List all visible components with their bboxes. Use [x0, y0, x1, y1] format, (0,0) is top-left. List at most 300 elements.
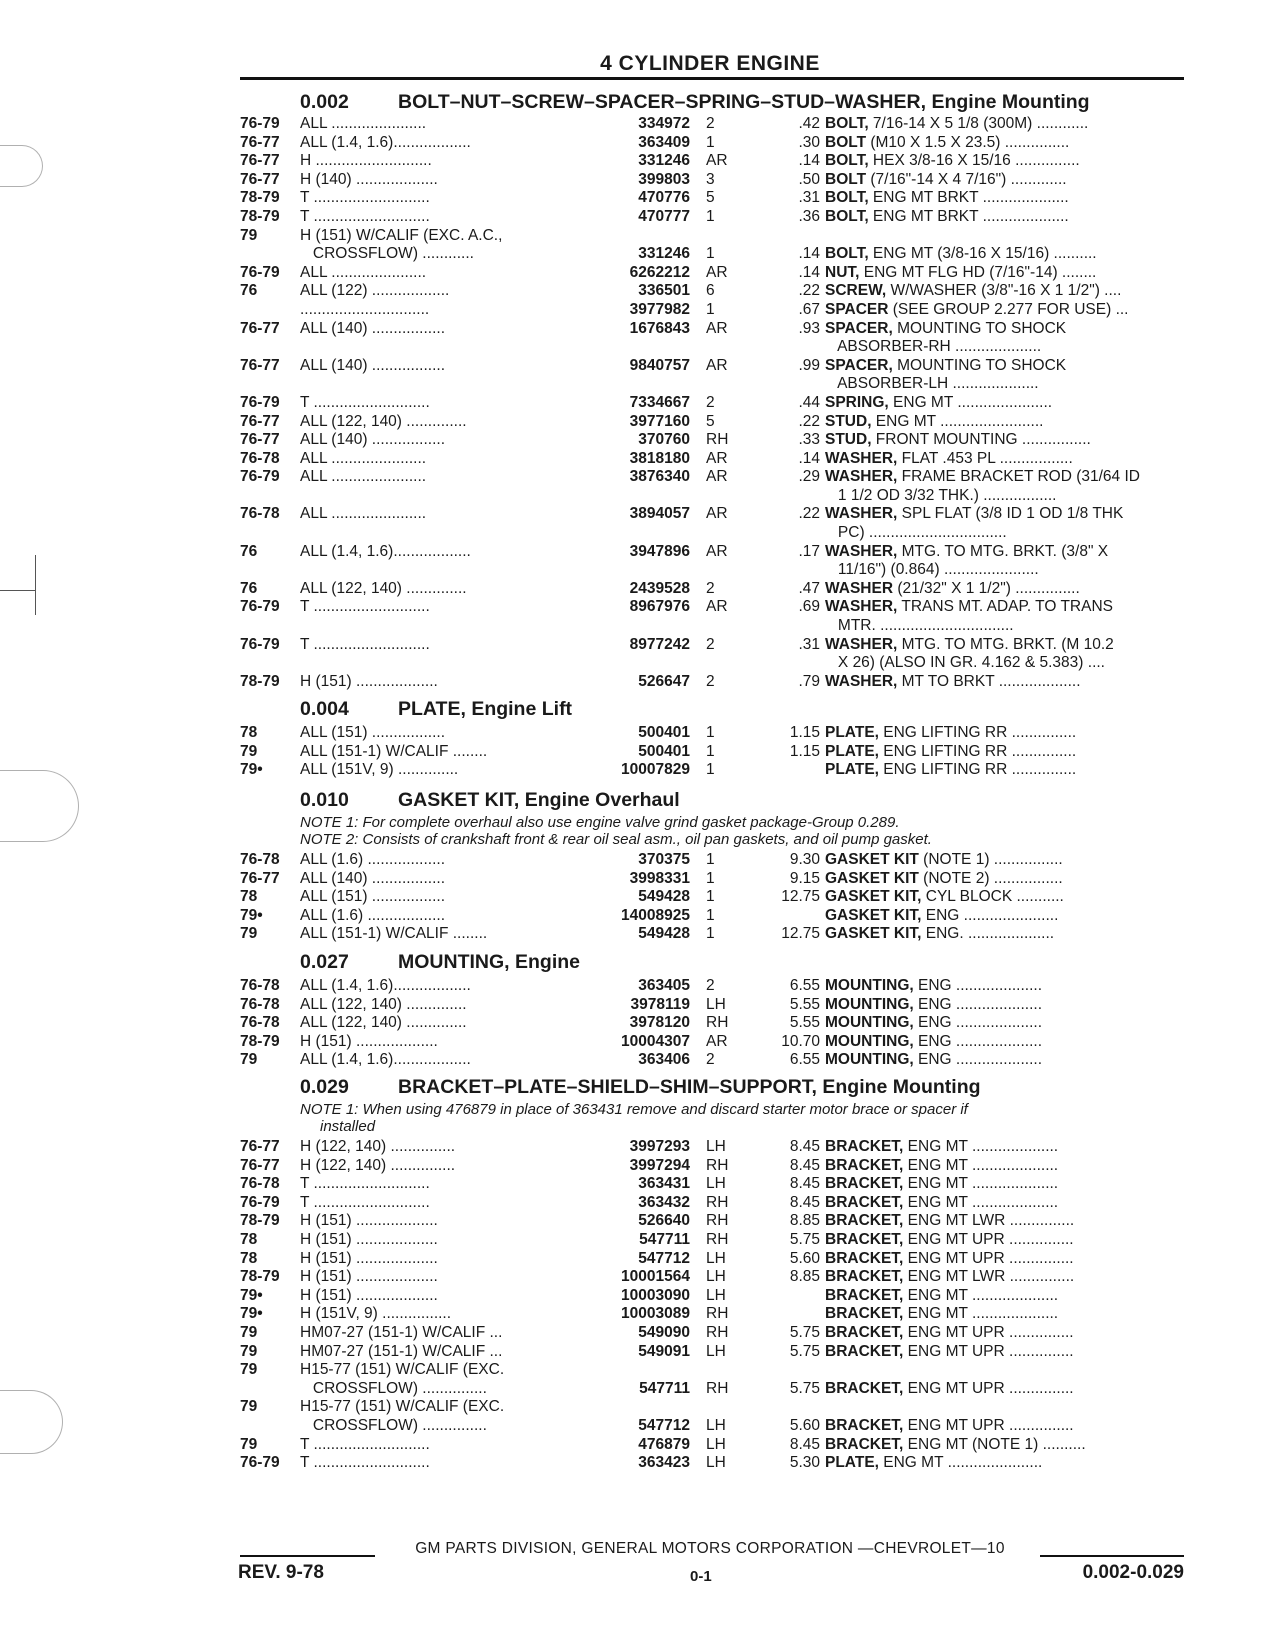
- price: 10.70: [781, 1032, 820, 1050]
- section-note: installed: [320, 1118, 376, 1135]
- part-number: 10007829: [621, 761, 690, 779]
- application: H (151) ...................: [300, 1249, 438, 1267]
- application: T ...........................: [300, 207, 430, 225]
- quantity: RH: [706, 1305, 729, 1323]
- quantity: 2: [706, 635, 715, 653]
- price: 5.60: [789, 1416, 820, 1434]
- year-range: 79: [240, 1361, 258, 1379]
- price: .29: [798, 468, 820, 486]
- application: H (151V, 9) ................: [300, 1305, 452, 1323]
- section-note: NOTE 2: Consists of crankshaft front & rear oil seal asm., oil pan gaskets, and oil pump gasket.: [300, 831, 932, 848]
- table-row: [240, 1194, 1184, 1213]
- year-range: 78-79: [240, 189, 280, 207]
- part-number: 3818180: [629, 449, 690, 467]
- description-keyword: BOLT,: [825, 189, 869, 207]
- year-range: 78-79: [240, 207, 280, 225]
- table-row: [240, 227, 1184, 246]
- description-keyword: WASHER,: [825, 598, 898, 616]
- price: .36: [798, 207, 820, 225]
- quantity: RH: [706, 1323, 729, 1341]
- description-detail: MOUNTING TO SHOCK: [892, 356, 1067, 374]
- table-row: [240, 152, 1184, 171]
- table-row: [240, 1287, 1184, 1306]
- description: [825, 171, 1184, 190]
- price: .44: [798, 393, 820, 411]
- section-title-main: BRACKET–PLATE–SHIELD–SHIM–SUPPORT,: [398, 1076, 817, 1098]
- description: [825, 1033, 1184, 1052]
- price: 5.75: [789, 1230, 820, 1248]
- application: H (122, 140) ...............: [300, 1138, 456, 1155]
- application: ALL ......................: [300, 468, 427, 486]
- description: [825, 580, 1184, 599]
- description-detail: MT TO BRKT ...................: [897, 672, 1081, 690]
- description-detail: FRONT MOUNTING ................: [871, 431, 1091, 449]
- section-title-sub: Engine Mounting: [822, 1076, 981, 1098]
- description-detail: (NOTE 1) ................: [918, 851, 1063, 868]
- year-range: 76-78: [240, 505, 280, 523]
- application: H15-77 (151) W/CALIF (EXC.: [300, 1361, 505, 1379]
- description-detail: ABSORBER-LH ....................: [825, 375, 1039, 393]
- description: [825, 636, 1184, 655]
- part-number: 2439528: [629, 579, 690, 597]
- description-keyword: STUD,: [825, 431, 872, 449]
- part-number: 8967976: [629, 598, 690, 616]
- application: ALL (1.6) ..................: [300, 906, 446, 924]
- description: [825, 1014, 1184, 1033]
- description: [825, 1212, 1184, 1231]
- section-title-sub: Engine Mounting: [931, 91, 1090, 113]
- quantity: RH: [706, 1014, 729, 1032]
- part-number: 1676843: [629, 319, 690, 337]
- part-number: 547711: [639, 1230, 690, 1248]
- description-keyword: WASHER,: [825, 672, 898, 690]
- table-row: [240, 636, 1184, 655]
- description-detail: ENG MT UPR ...............: [903, 1249, 1074, 1267]
- application: CROSSFLOW) ...............: [300, 1379, 487, 1397]
- description: [825, 394, 1184, 413]
- part-number: 363423: [638, 1454, 690, 1472]
- table-row: [240, 851, 1184, 870]
- description: [825, 505, 1184, 524]
- description: [825, 851, 1184, 870]
- crop-mark: [0, 590, 36, 591]
- part-number: 500401: [638, 724, 690, 741]
- page-number: 0-1: [690, 1568, 712, 1585]
- description: [825, 996, 1184, 1015]
- description: [825, 1175, 1184, 1194]
- price: 5.55: [789, 1014, 820, 1032]
- description-detail: SPL FLAT (3/8 ID 1 OD 1/8 THK: [897, 505, 1124, 523]
- description-keyword: BRACKET,: [825, 1379, 904, 1397]
- application: H (151) ...................: [300, 1212, 438, 1230]
- description: [825, 1454, 1184, 1473]
- price: 8.45: [789, 1435, 820, 1453]
- part-number: 7334667: [629, 393, 690, 411]
- description-detail: ENG. ....................: [921, 925, 1055, 943]
- price: .69: [798, 598, 820, 616]
- application: H ...........................: [300, 152, 432, 170]
- price: .30: [798, 133, 820, 151]
- table-row: [240, 189, 1184, 208]
- part-number: 549090: [638, 1323, 690, 1341]
- quantity: 1: [706, 906, 715, 924]
- description-detail: X 26) (ALSO IN GR. 4.162 & 5.383) ....: [825, 654, 1105, 672]
- description: [825, 1417, 1184, 1436]
- table-row: [240, 301, 1184, 320]
- table-row: [240, 925, 1184, 944]
- part-number: 3997294: [629, 1156, 690, 1174]
- application: H (151) ...................: [300, 1286, 438, 1304]
- application: H15-77 (151) W/CALIF (EXC.: [300, 1398, 505, 1416]
- description-detail: ENG MT LWR ...............: [903, 1212, 1075, 1230]
- application: H (151) ...................: [300, 1268, 438, 1286]
- description-detail: ENG LIFTING RR ...............: [878, 742, 1077, 760]
- section-0-002: [240, 92, 1184, 691]
- description-detail: ABSORBER-RH ....................: [825, 338, 1042, 356]
- table-row: [240, 761, 1184, 780]
- description-keyword: BRACKET,: [825, 1193, 904, 1211]
- table-row: [240, 134, 1184, 153]
- part-number: 363432: [638, 1193, 690, 1211]
- year-range: 76-77: [240, 170, 280, 188]
- part-number: 10003089: [621, 1305, 690, 1323]
- part-number: 370375: [638, 851, 690, 868]
- year-range: 76-77: [240, 869, 280, 887]
- part-number: 3998331: [629, 869, 690, 887]
- description-keyword: BRACKET,: [825, 1249, 904, 1267]
- quantity: LH: [706, 1342, 726, 1360]
- price: 8.45: [789, 1175, 820, 1193]
- application: H (151) W/CALIF (EXC. A.C.,: [300, 226, 503, 244]
- description-detail: ENG MT UPR ...............: [903, 1230, 1074, 1248]
- quantity: 1: [706, 742, 715, 760]
- description-detail: (SEE GROUP 2.277 FOR USE) ...: [888, 300, 1129, 318]
- description-detail: ENG MT UPR ...............: [903, 1323, 1074, 1341]
- quantity: 1: [706, 851, 715, 868]
- part-number: 470777: [638, 207, 690, 225]
- description-keyword: BRACKET,: [825, 1138, 904, 1155]
- description-keyword: MOUNTING,: [825, 1032, 914, 1050]
- description: [825, 431, 1184, 450]
- description-detail: MTR. ...............................: [825, 617, 1014, 635]
- part-number: 549428: [638, 925, 690, 943]
- description-keyword: WASHER,: [825, 449, 898, 467]
- application: ALL ......................: [300, 505, 427, 523]
- application: T ...........................: [300, 1454, 430, 1472]
- table-row: [240, 1324, 1184, 1343]
- description-detail: (7/16"-14 X 4 7/16") .............: [866, 170, 1067, 188]
- part-number: 10003090: [621, 1286, 690, 1304]
- description: [825, 870, 1184, 889]
- footer-rule-right: [1040, 1555, 1184, 1557]
- price: 12.75: [781, 888, 820, 906]
- year-range: 76-77: [240, 412, 280, 430]
- part-number: 549091: [638, 1342, 690, 1360]
- description-detail: MOUNTING TO SHOCK: [892, 319, 1067, 337]
- price: .31: [798, 635, 820, 653]
- quantity: AR: [706, 542, 728, 560]
- year-range: 79: [240, 925, 258, 943]
- description-keyword: PLATE,: [825, 724, 879, 741]
- part-number: 331246: [638, 245, 690, 263]
- table-row: [240, 543, 1184, 562]
- table-row: [240, 1361, 1184, 1380]
- quantity: 3: [706, 170, 715, 188]
- year-range: 76-78: [240, 449, 280, 467]
- price: .14: [798, 245, 820, 263]
- table-row: [240, 1398, 1184, 1417]
- application: ALL (122, 140) ..............: [300, 579, 467, 597]
- description-keyword: BRACKET,: [825, 1268, 904, 1286]
- quantity: RH: [706, 1156, 729, 1174]
- part-number: 3997293: [629, 1138, 690, 1155]
- description-keyword: STUD,: [825, 412, 872, 430]
- table-row: [240, 282, 1184, 301]
- description-detail: MTG. TO MTG. BRKT. (3/8" X: [897, 542, 1109, 560]
- table-row: [240, 450, 1184, 469]
- description: [825, 1138, 1184, 1157]
- price: 8.45: [789, 1156, 820, 1174]
- price: 5.75: [789, 1342, 820, 1360]
- section-0-004: [240, 699, 1184, 780]
- year-range: 76-78: [240, 851, 280, 868]
- application: ALL ......................: [300, 449, 427, 467]
- description-detail: (M10 X 1.5 X 23.5) ...............: [866, 133, 1070, 151]
- section-title: [398, 92, 1184, 112]
- table-row: [240, 1033, 1184, 1052]
- description-keyword: BRACKET,: [825, 1435, 904, 1453]
- application: ALL (1.6) ..................: [300, 851, 446, 868]
- year-range: 76: [240, 542, 258, 560]
- year-range: 76-79: [240, 1193, 280, 1211]
- table-row: [240, 1051, 1184, 1070]
- part-number: 547712: [638, 1249, 690, 1267]
- table-row: [240, 1454, 1184, 1473]
- price: .42: [798, 115, 820, 132]
- application: H (151) ...................: [300, 1032, 438, 1050]
- description-keyword: MOUNTING,: [825, 995, 914, 1013]
- table-row: [240, 598, 1184, 617]
- description-detail: ENG LIFTING RR ...............: [878, 724, 1077, 741]
- part-number: 470776: [638, 189, 690, 207]
- price: .31: [798, 189, 820, 207]
- price: .14: [798, 152, 820, 170]
- year-range: 76-77: [240, 319, 280, 337]
- price: 5.75: [789, 1379, 820, 1397]
- price: 6.55: [789, 1051, 820, 1069]
- section-title: [398, 699, 1184, 719]
- description-detail: (NOTE 2) ................: [918, 869, 1063, 887]
- description-keyword: BRACKET,: [825, 1416, 904, 1434]
- description-detail: ENG ....................: [913, 1032, 1043, 1050]
- application: H (151) ...................: [300, 672, 438, 690]
- part-number: 9840757: [629, 356, 690, 374]
- quantity: 2: [706, 579, 715, 597]
- description-detail: ENG MT ......................: [888, 393, 1053, 411]
- description: [825, 1268, 1184, 1287]
- section-number: 0.027: [300, 951, 349, 973]
- application: ALL (1.4, 1.6)..................: [300, 1051, 471, 1069]
- quantity: 2: [706, 393, 715, 411]
- description: [825, 561, 1184, 580]
- table-row: [240, 996, 1184, 1015]
- quantity: AR: [706, 1032, 728, 1050]
- application: T ...........................: [300, 1435, 430, 1453]
- part-number: 363406: [638, 1051, 690, 1069]
- description-keyword: GASKET KIT: [825, 851, 919, 868]
- description-keyword: BOLT,: [825, 152, 869, 170]
- description: [825, 338, 1184, 357]
- section-note: NOTE 1: For complete overhaul also use engine valve grind gasket package-Group 0.289.: [300, 814, 900, 831]
- year-range: 79•: [240, 1286, 263, 1304]
- application: T ...........................: [300, 635, 430, 653]
- year-range: 79: [240, 226, 258, 244]
- description-keyword: SPACER,: [825, 319, 893, 337]
- table-row: [240, 673, 1184, 692]
- quantity: LH: [706, 1249, 726, 1267]
- binding-hole-mark: [0, 145, 43, 187]
- section-heading: [240, 92, 1184, 112]
- section-title-sub: Engine: [515, 951, 581, 973]
- description-keyword: BRACKET,: [825, 1212, 904, 1230]
- part-number: 334972: [638, 115, 690, 132]
- year-range: 79•: [240, 761, 263, 779]
- table-row: [240, 743, 1184, 762]
- price: 5.30: [789, 1454, 820, 1472]
- part-number: 3894057: [629, 505, 690, 523]
- year-range: 76-79: [240, 468, 280, 486]
- application: T ...........................: [300, 393, 430, 411]
- parts-table: [240, 724, 1184, 780]
- quantity: 1: [706, 888, 715, 906]
- quantity: RH: [706, 1193, 729, 1211]
- description-detail: PC) ................................: [825, 524, 1007, 542]
- price: 6.55: [789, 977, 820, 994]
- year-range: 76-78: [240, 995, 280, 1013]
- table-row: [240, 977, 1184, 996]
- price: 5.55: [789, 995, 820, 1013]
- year-range: 76-77: [240, 1138, 280, 1155]
- table-row: [240, 320, 1184, 339]
- part-number: 500401: [638, 742, 690, 760]
- quantity: 6: [706, 282, 715, 300]
- description: [825, 743, 1184, 762]
- year-range: 78: [240, 724, 258, 741]
- part-number: 3978119: [630, 995, 690, 1013]
- description-detail: FLAT .453 PL .................: [897, 449, 1073, 467]
- section-heading: [240, 952, 1184, 972]
- header-rule: [240, 77, 1184, 80]
- application: ALL (140) .................: [300, 356, 446, 374]
- description-detail: W/WASHER (3/8"-16 X 1 1/2") ....: [886, 282, 1122, 300]
- part-number: 10001564: [621, 1268, 690, 1286]
- price: .17: [798, 542, 820, 560]
- year-range: 76-77: [240, 133, 280, 151]
- description: [825, 264, 1184, 283]
- quantity: LH: [706, 1435, 726, 1453]
- section-heading: [240, 699, 1184, 719]
- year-range: 76-78: [240, 1014, 280, 1032]
- description-detail: ENG MT (NOTE 1) ..........: [903, 1435, 1086, 1453]
- part-number: 10004307: [621, 1032, 690, 1050]
- binding-hole-mark: [0, 770, 79, 842]
- price: 12.75: [781, 925, 820, 943]
- description-keyword: MOUNTING,: [825, 1051, 914, 1069]
- part-number: 3876340: [629, 468, 690, 486]
- section-number: 0.010: [300, 789, 349, 811]
- year-range: 78: [240, 1249, 258, 1267]
- section-0-010: [240, 790, 1184, 944]
- year-range: 78: [240, 1230, 258, 1248]
- description-keyword: MOUNTING,: [825, 977, 914, 994]
- description-keyword: BOLT,: [825, 245, 869, 263]
- description: [825, 654, 1184, 673]
- description-detail: 1 1/2 OD 3/32 THK.) .................: [825, 486, 1057, 504]
- description-detail: 11/16") (0.864) ......................: [825, 561, 1039, 579]
- year-range: 76-77: [240, 1156, 280, 1174]
- table-row: [240, 505, 1184, 524]
- table-row: [240, 375, 1184, 394]
- description: [825, 977, 1184, 996]
- description-keyword: BRACKET,: [825, 1342, 904, 1360]
- year-range: 78-79: [240, 672, 280, 690]
- section-title-sub: Engine Overhaul: [524, 789, 680, 811]
- description-keyword: WASHER,: [825, 468, 898, 486]
- application: ALL (122, 140) ..............: [300, 995, 467, 1013]
- description: [825, 115, 1184, 134]
- quantity: 2: [706, 1051, 715, 1069]
- description: [825, 245, 1184, 264]
- year-range: 79: [240, 1342, 258, 1360]
- table-row: [240, 524, 1184, 543]
- table-row: [240, 724, 1184, 743]
- description: [825, 888, 1184, 907]
- description-keyword: PLATE,: [825, 761, 879, 779]
- description-detail: (21/32" X 1 1/2") ...............: [893, 579, 1080, 597]
- quantity: 1: [706, 925, 715, 943]
- description-detail: ENG MT UPR ...............: [903, 1416, 1074, 1434]
- part-number: 3947896: [629, 542, 690, 560]
- quantity: LH: [706, 995, 726, 1013]
- year-range: 76-79: [240, 598, 280, 616]
- year-range: 78-79: [240, 1268, 280, 1286]
- description-detail: ENG MT ......................: [878, 1454, 1043, 1472]
- description-keyword: PLATE,: [825, 1454, 879, 1472]
- part-number: 3977160: [629, 412, 690, 430]
- quantity: AR: [706, 263, 728, 281]
- quantity: AR: [706, 319, 728, 337]
- table-row: [240, 1305, 1184, 1324]
- crop-mark: [35, 555, 36, 615]
- quantity: 2: [706, 977, 715, 994]
- quantity: 1: [706, 724, 715, 741]
- year-range: 76-77: [240, 431, 280, 449]
- application: ALL (151) .................: [300, 888, 446, 906]
- section-number: 0.029: [300, 1076, 349, 1098]
- description-detail: ENG ....................: [913, 1014, 1043, 1032]
- description: [825, 320, 1184, 339]
- section-title: [398, 1077, 1184, 1097]
- application: ALL ......................: [300, 115, 427, 132]
- description-keyword: BRACKET,: [825, 1175, 904, 1193]
- application: H (140) ...................: [300, 170, 438, 188]
- table-row: [240, 1138, 1184, 1157]
- description: [825, 413, 1184, 432]
- application: H (151) ...................: [300, 1230, 438, 1248]
- part-number: 547712: [638, 1416, 690, 1434]
- application: ALL (151V, 9) ..............: [300, 761, 459, 779]
- table-row: [240, 1231, 1184, 1250]
